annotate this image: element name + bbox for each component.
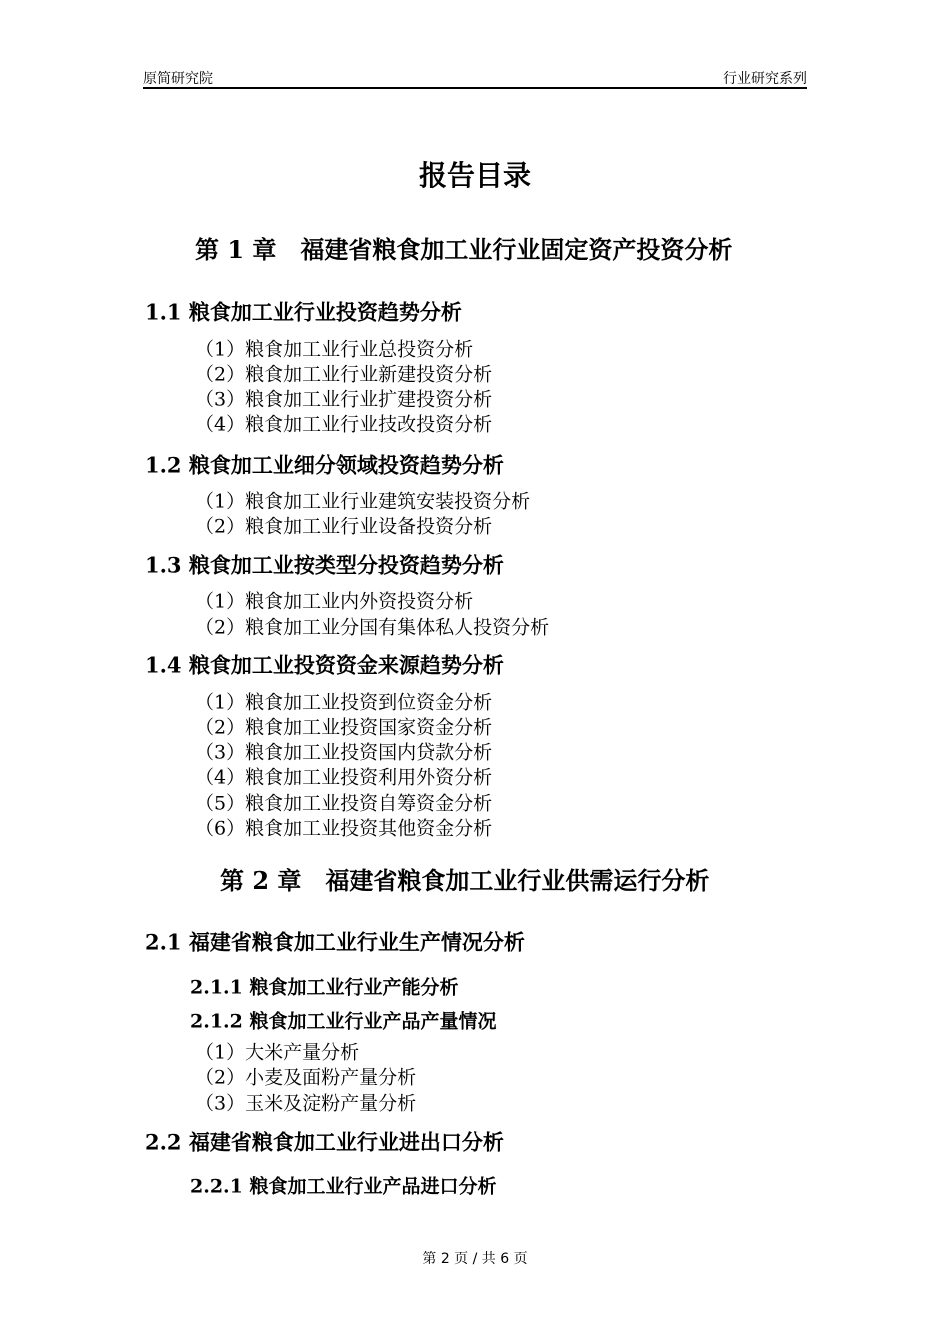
toc-item: （4）粮食加工业行业技改投资分析 (195, 413, 493, 436)
toc-item: （5）粮食加工业投资自筹资金分析 (195, 792, 493, 815)
section-1-2: 1.2 粮食加工业细分领域投资趋势分析 (145, 452, 504, 478)
section-1-1: 1.1 粮食加工业行业投资趋势分析 (145, 299, 462, 325)
toc-item: （2）粮食加工业分国有集体私人投资分析 (195, 616, 550, 639)
toc-item: （3）粮食加工业行业扩建投资分析 (195, 388, 493, 411)
toc-item: （3）玉米及淀粉产量分析 (195, 1092, 417, 1115)
header-rule (143, 87, 807, 89)
section-1-4: 1.4 粮食加工业投资资金来源趋势分析 (145, 652, 504, 678)
toc-item: （1）大米产量分析 (195, 1041, 360, 1064)
section-2-2-1: 2.2.1 粮食加工业行业产品进口分析 (190, 1175, 497, 1198)
toc-item: （2）粮食加工业行业新建投资分析 (195, 363, 493, 386)
toc-item: （2）小麦及面粉产量分析 (195, 1066, 417, 1089)
toc-item: （1）粮食加工业行业建筑安装投资分析 (195, 490, 531, 513)
section-2-2: 2.2 福建省粮食加工业行业进出口分析 (145, 1129, 504, 1155)
toc-item: （4）粮食加工业投资利用外资分析 (195, 766, 493, 789)
toc-item: （6）粮食加工业投资其他资金分析 (195, 817, 493, 840)
toc-item: （3）粮食加工业投资国内贷款分析 (195, 741, 493, 764)
section-2-1-2: 2.1.2 粮食加工业行业产品产量情况 (190, 1010, 497, 1033)
toc-item: （2）粮食加工业投资国家资金分析 (195, 716, 493, 739)
section-2-1-1: 2.1.1 粮食加工业行业产能分析 (190, 976, 459, 999)
header-org: 原简研究院 (143, 71, 213, 87)
toc-item: （1）粮食加工业行业总投资分析 (195, 338, 474, 361)
page-footer: 第 2 页 / 共 6 页 (422, 1251, 528, 1267)
section-1-3: 1.3 粮食加工业按类型分投资趋势分析 (145, 552, 504, 578)
toc-item: （2）粮食加工业行业设备投资分析 (195, 515, 493, 538)
toc-item: （1）粮食加工业投资到位资金分析 (195, 691, 493, 714)
header-series: 行业研究系列 (723, 71, 807, 87)
page-title: 报告目录 (418, 159, 531, 192)
section-2-1: 2.1 福建省粮食加工业行业生产情况分析 (145, 929, 525, 955)
chapter-2-heading: 第 2 章 福建省粮食加工业行业供需运行分析 (220, 866, 710, 895)
toc-item: （1）粮食加工业内外资投资分析 (195, 590, 474, 613)
chapter-1-heading: 第 1 章 福建省粮食加工业行业固定资产投资分析 (195, 235, 733, 264)
